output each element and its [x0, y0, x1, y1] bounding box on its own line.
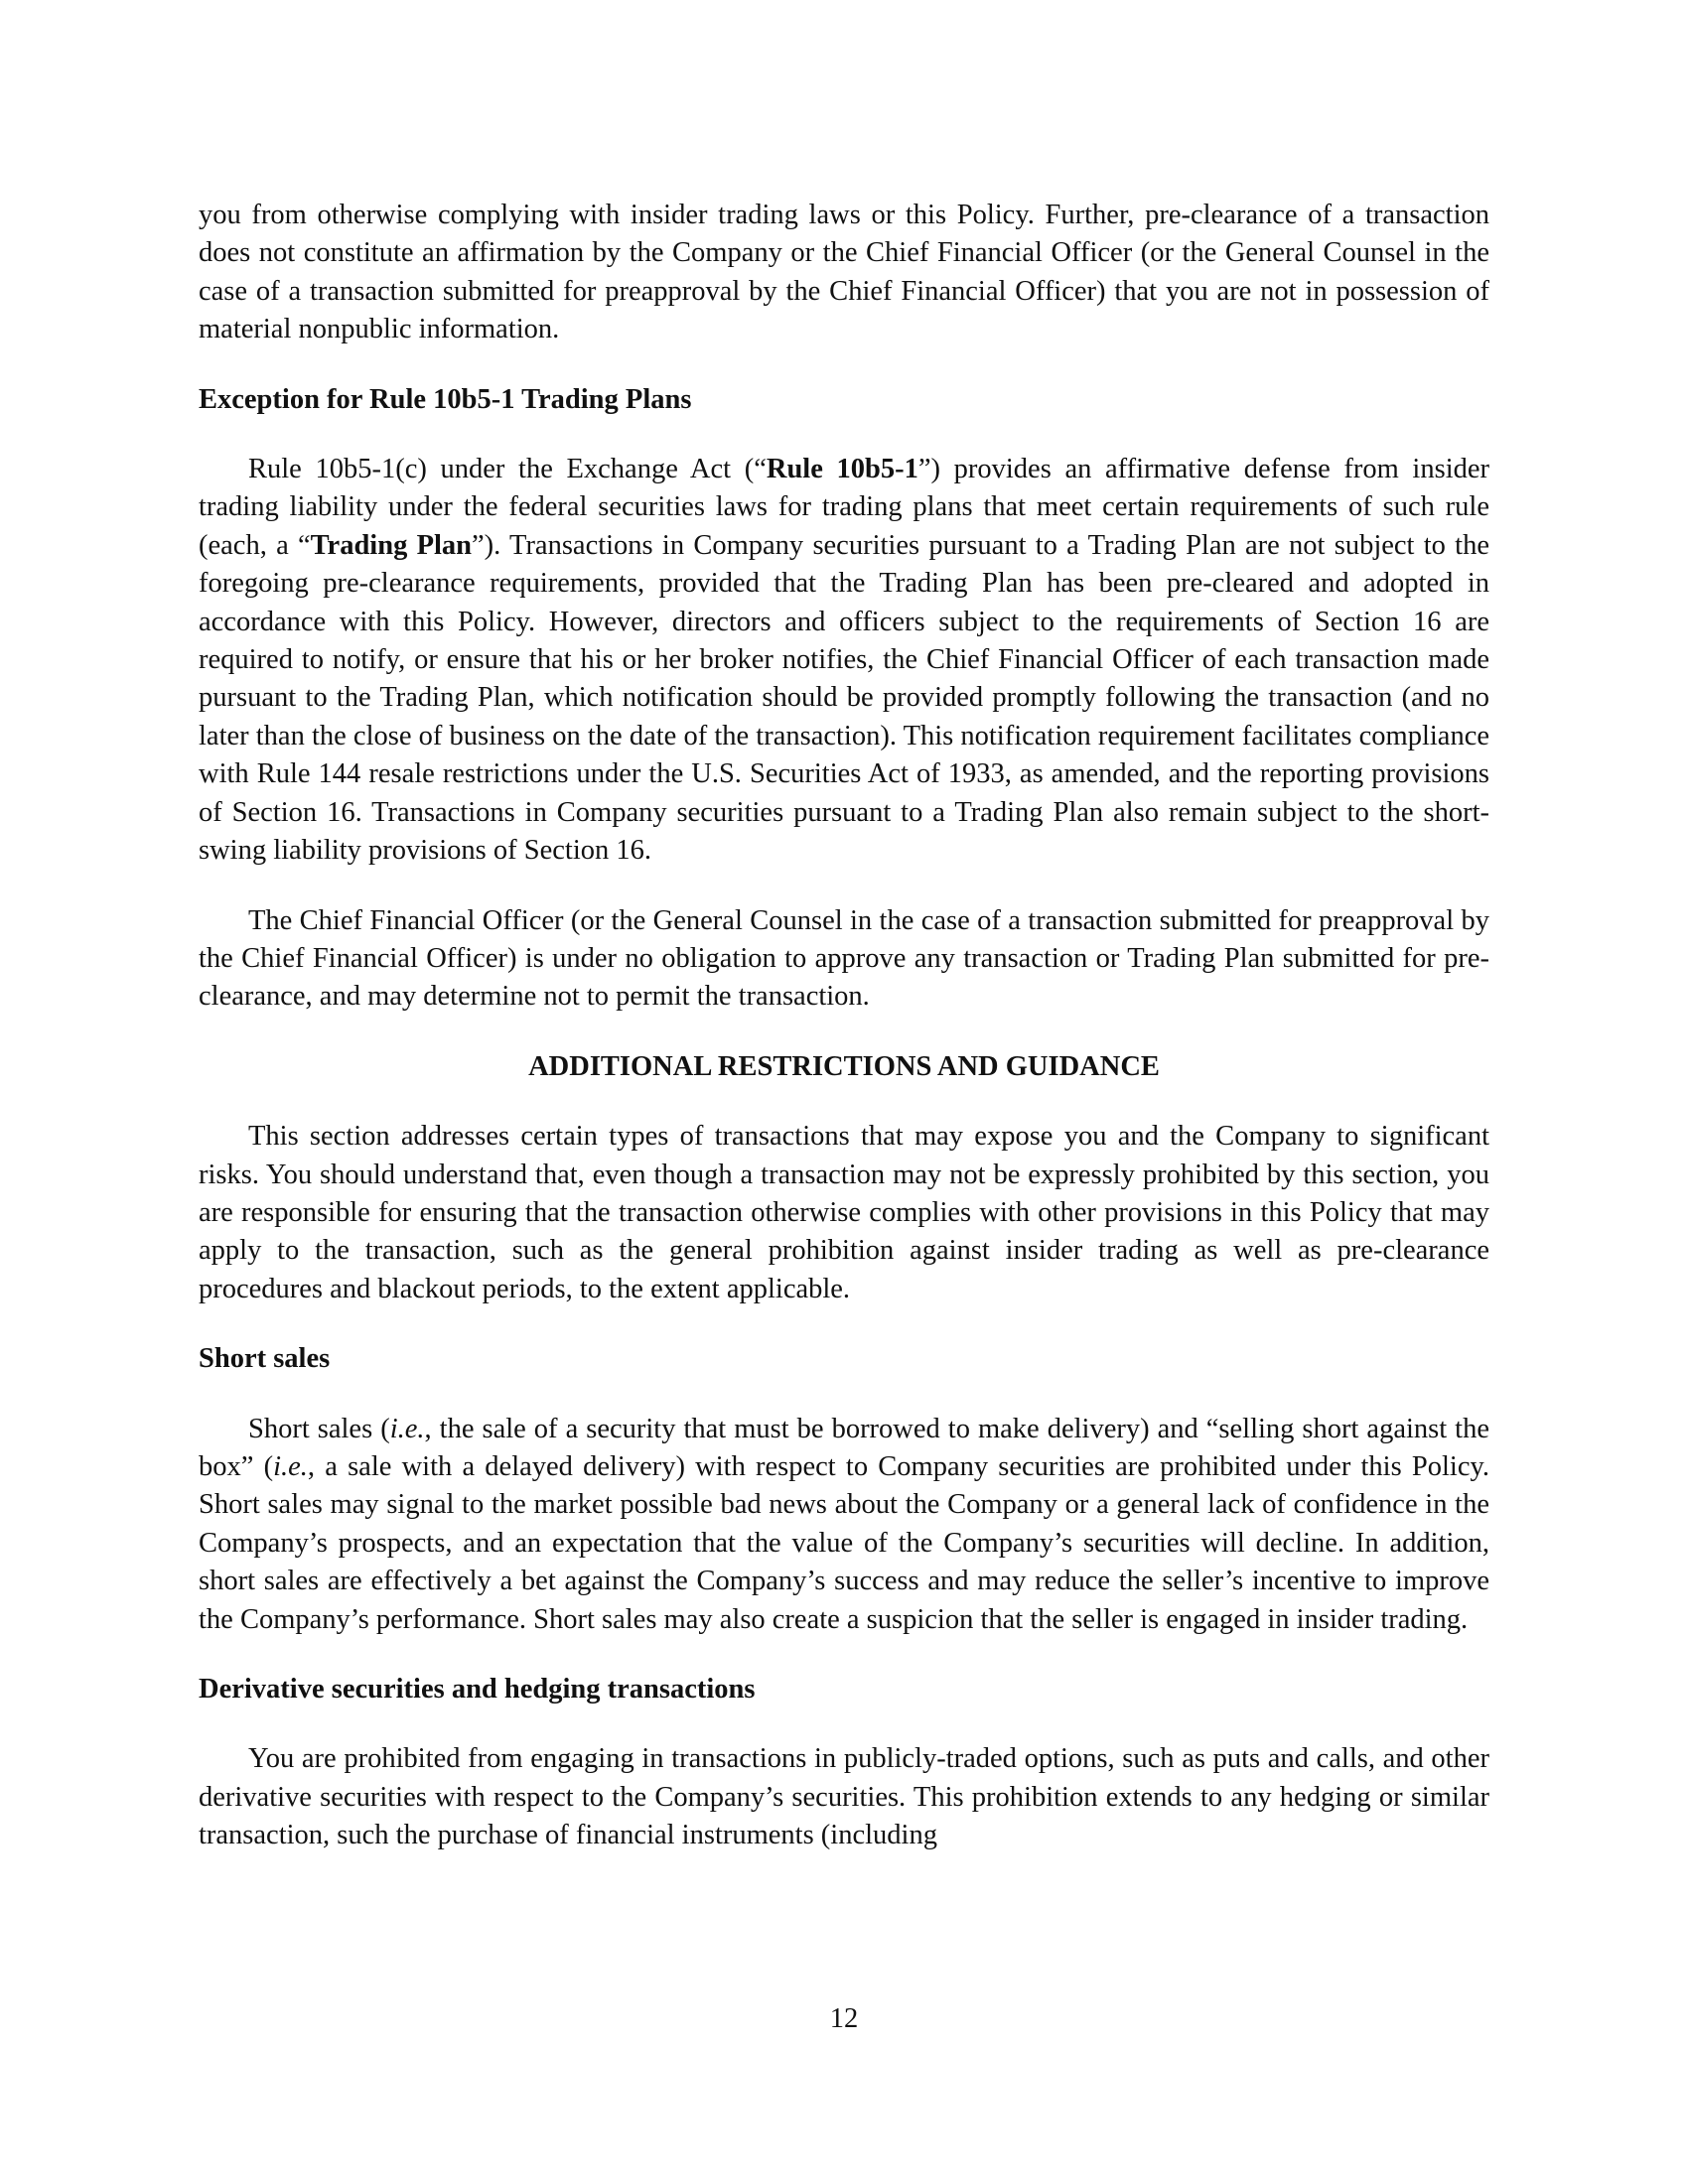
heading-rule-10b5-1-exception: Exception for Rule 10b5-1 Trading Plans	[199, 383, 692, 415]
p2-text-c: ”) provides an affirmative defense from insider trading liability under the federal securities laws for trading plans that meet certain requirements of such rule (each, a “	[199, 454, 1489, 561]
paragraph-cfo-no-obligation: The Chief Financial Officer (or the General Counsel in the case of a transaction submitted for preapproval by the Chief Financial Officer) is under no obligation to approve any transaction or Trading Plan submitted for pre-clearance, and may determine not to permit the transaction.	[199, 904, 1489, 1013]
p5-italic-ie-2: i.e.	[273, 1450, 308, 1482]
p2-text-a: Rule 10b5-1(c) under the Exchange Act (“	[248, 454, 767, 485]
page-number: 12	[829, 2003, 859, 2034]
paragraph-preclearance-continued: you from otherwise complying with insider trading laws or this Policy. Further, pre-clearance of a transaction does not constitute an affirmation by the Company or the Chief Financial Officer (or the General Counsel in the case of a transaction submitted for preapproval by the Chief Financial Officer) that you are not in possession of material nonpublic information.	[199, 200, 1489, 345]
defined-term-trading-plan: Trading Plan	[310, 529, 473, 561]
paragraph-short-sales	[199, 1411, 1489, 1639]
heading-additional-restrictions: ADDITIONAL RESTRICTIONS AND GUIDANCE	[528, 1050, 1160, 1082]
p5-text-a: Short sales (	[248, 1413, 390, 1444]
p2-text-e: ”). Transactions in Company securities pursuant to a Trading Plan are not subject to the foregoing pre-clearance requirements, provided that the Trading Plan has been pre-cleared and adopted in accordance with this Policy. However, directors and officers subject to the requirements of Section 16 are required to notify, or ensure that his or her broker notifies, the Chief Financial Officer of each transaction made pursuant to the Trading Plan, which notification should be provided promptly following the transaction (and no later than the close of business on the date of the transaction). This notification requirement facilitates compliance with Rule 144 resale restrictions under the U.S. Securities Act of 1933, as amended, and the reporting provisions of Section 16. Transactions in Company securities pursuant to a Trading Plan also remain subject to the short-swing liability provisions of Section 16.	[199, 529, 1489, 867]
p5-italic-ie-1: i.e.	[389, 1413, 425, 1444]
p5-text-e: , a sale with a delayed delivery) with respect to Company securities are prohibited under this Policy. Short sales may signal to the market possible bad news about the Company or a general lack of confidence in the Company’s prospects, and an expectation that the value of the Company’s securities will decline. In addition, short sales are effectively a bet against the Company’s success and may reduce the seller’s incentive to improve the Company’s performance. Short sales may also create a suspicion that the seller is engaged in insider trading.	[199, 1450, 1489, 1635]
paragraph-derivative-securities: You are prohibited from engaging in transactions in publicly-traded options, such as puts and calls, and other derivative securities with respect to the Company’s securities. This prohibition extends to any hedging or similar transaction, such the purchase of financial instruments (including	[199, 1743, 1489, 1851]
document-page	[199, 197, 1489, 1887]
paragraph-rule-10b5-1	[199, 451, 1489, 870]
paragraph-additional-restrictions: This section addresses certain types of transactions that may expose you and the Company to significant risks. You should understand that, even though a transaction may not be expressly prohibited by this section, you are responsible for ensuring that the transaction otherwise complies with other provisions in this Policy that may apply to the transaction, such as the general prohibition against insider trading as well as pre-clearance procedures and blackout periods, to the extent applicable.	[199, 1121, 1489, 1304]
defined-term-rule-10b5-1: Rule 10b5-1	[766, 454, 918, 485]
heading-derivative-securities: Derivative securities and hedging transactions	[199, 1674, 756, 1705]
heading-short-sales: Short sales	[199, 1343, 331, 1375]
p5-text-c: , the sale of a security that must be borrowed to make delivery) and “selling short against the box” (	[199, 1413, 1489, 1482]
